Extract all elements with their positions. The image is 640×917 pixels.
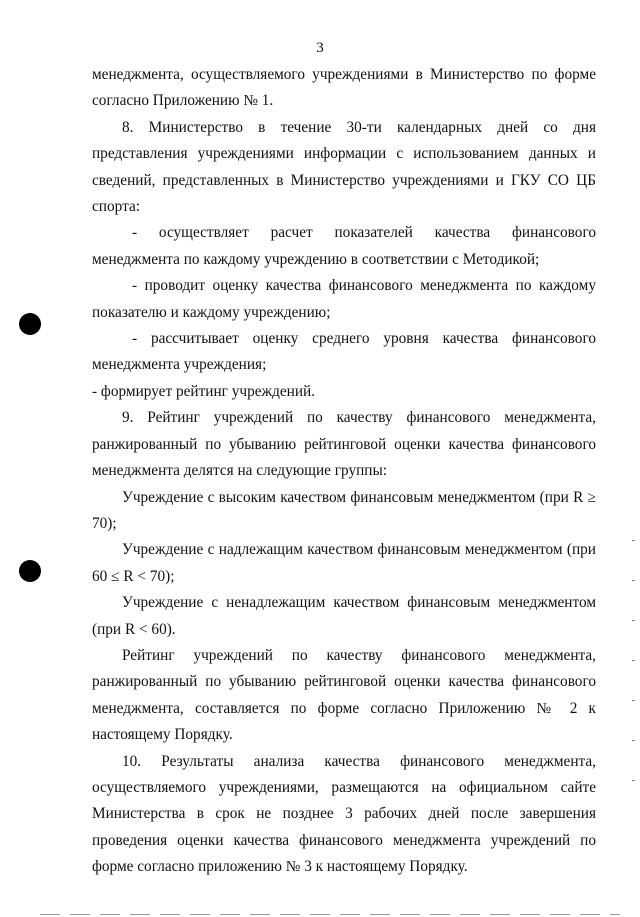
punch-hole bbox=[19, 560, 41, 582]
scan-bottom-edge bbox=[40, 914, 620, 915]
list-item: - формирует рейтинг учреждений. bbox=[92, 382, 316, 400]
paragraph-item-9: 9. Рейтинг учреждений по качеству финансового менеджмента, ранжированный по убыванию рейтинговой оценки качества финансового менеджмента делятся на следующие группы: bbox=[92, 409, 596, 480]
group-adequate: Учреждение с надлежащим качеством финансовым менеджментом (при 60 ≤ R < 70); bbox=[92, 541, 596, 585]
paragraph-continuation: менеджмента, осуществляемого учреждениями в Министерство по форме согласно Приложению № 1. bbox=[92, 66, 596, 110]
group-high: Учреждение с высоким качеством финансовым менеджментом (при R ≥ 70); bbox=[92, 488, 596, 532]
scan-edge-marks bbox=[632, 540, 635, 800]
list-item: - проводит оценку качества финансового менеджмента по каждому показателю и каждому учреждению; bbox=[92, 277, 596, 321]
document-body bbox=[92, 62, 596, 881]
paragraph-rating: Рейтинг учреждений по качеству финансового менеджмента, ранжированный по убыванию рейтинговой оценки качества финансового менеджмента, составляется по форме согласно Приложению № 2 к настоящему Порядку. bbox=[92, 646, 596, 744]
paragraph-item-8: 8. Министерство в течение 30-ти календарных дней со дня представления учреждениями информации с использованием данных и сведений, представленных в Министерство учреждениями и ГКУ СО ЦБ спорта: bbox=[92, 118, 596, 216]
paragraph-item-10: 10. Результаты анализа качества финансового менеджмента, осуществляемого учреждениями, размещаются на официальном сайте Министерства в срок не позднее 3 рабочих дней после завершения проведения оценки качества финансового менеджмента учреждений по форме согласно приложению № 3 к настоящему Порядку. bbox=[92, 752, 596, 876]
list-item: - рассчитывает оценку среднего уровня качества финансового менеджмента учреждения; bbox=[92, 330, 596, 374]
group-inadequate: Учреждение с ненадлежащим качеством финансовым менеджментом (при R < 60). bbox=[92, 594, 596, 638]
page-number: 3 bbox=[316, 40, 324, 56]
list-item: - осуществляет расчет показателей качества финансового менеджмента по каждому учреждению в соответствии с Методикой; bbox=[92, 224, 596, 268]
punch-hole bbox=[19, 313, 41, 335]
